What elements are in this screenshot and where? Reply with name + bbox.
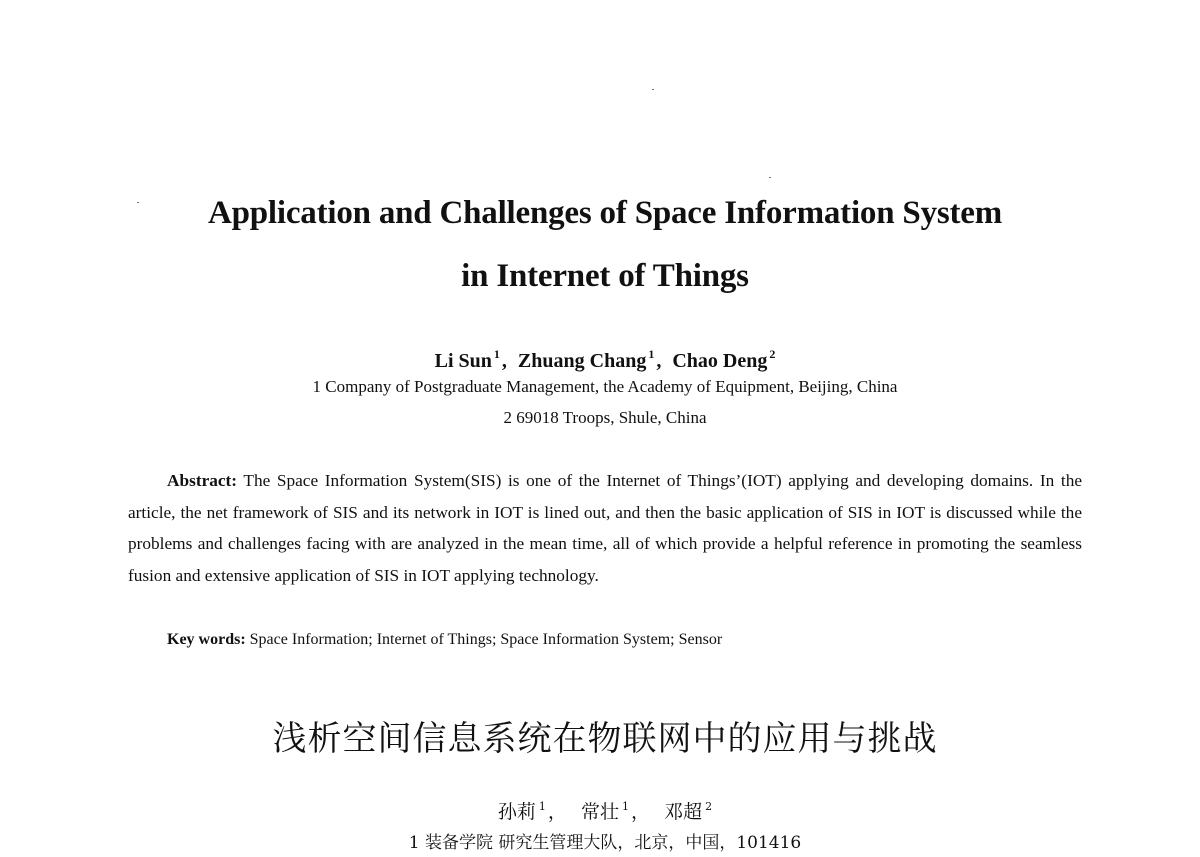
author-affiliation-mark: 1 <box>648 347 655 361</box>
scan-speck <box>652 89 654 90</box>
author-separator: , <box>501 350 507 372</box>
affiliation-1: 1 Company of Postgraduate Management, the Academy of Equipment, Beijing, China <box>312 377 898 396</box>
author-name: Zhuang Chang <box>517 350 647 372</box>
author-separator: , <box>656 350 662 372</box>
keywords-text: Space Information; Internet of Things; Space Information System; Sensor <box>249 631 723 648</box>
author-affiliation-mark: 1 <box>493 347 500 361</box>
affiliation-2: 2 69018 Troops, Shule, China <box>503 408 707 427</box>
chinese-author-name: 邓超 <box>664 801 703 823</box>
chinese-author-affiliation-mark: 2 <box>705 800 713 813</box>
scan-speck <box>769 177 771 178</box>
chinese-author-separator: ， <box>547 801 567 823</box>
paper-title-line-1: Application and Challenges of Space Information System <box>207 195 1003 231</box>
author-name: Li Sun <box>434 350 492 372</box>
chinese-author-separator: ， <box>631 801 651 823</box>
keywords <box>167 628 1087 652</box>
abstract <box>128 465 1082 591</box>
abstract-label: Abstract: <box>167 471 238 490</box>
paper-title-line-2: in Internet of Things <box>461 258 749 294</box>
chinese-title: 浅析空间信息系统在物联网中的应用与挑战 <box>272 719 938 759</box>
author-name: Chao Deng <box>672 350 768 372</box>
chinese-affiliation-1: 1 装备学院 研究生管理大队，北京，中国，101416 <box>408 833 802 853</box>
author-affiliation-mark: 2 <box>769 347 776 361</box>
chinese-author-name: 常壮 <box>580 801 619 823</box>
chinese-author-affiliation-mark: 1 <box>538 800 546 813</box>
chinese-author-list <box>0 794 1200 825</box>
keywords-label: Key words: <box>167 631 246 648</box>
chinese-author-name: 孙莉 <box>497 801 536 823</box>
abstract-text: The Space Information System(SIS) is one of the Internet of Things’(IOT) applying and developing domains. In the article, the net framework of SIS and its network in IOT is lined out, and then the basic application of SIS in IOT is discussed while the problems and challenges facing with are analyzed in the mean time, all of which provide a helpful reference in promoting the seamless fusion and extensive application of SIS in IOT applying technology. <box>128 471 1082 585</box>
author-list <box>0 340 1200 375</box>
chinese-author-affiliation-mark: 1 <box>622 800 629 813</box>
